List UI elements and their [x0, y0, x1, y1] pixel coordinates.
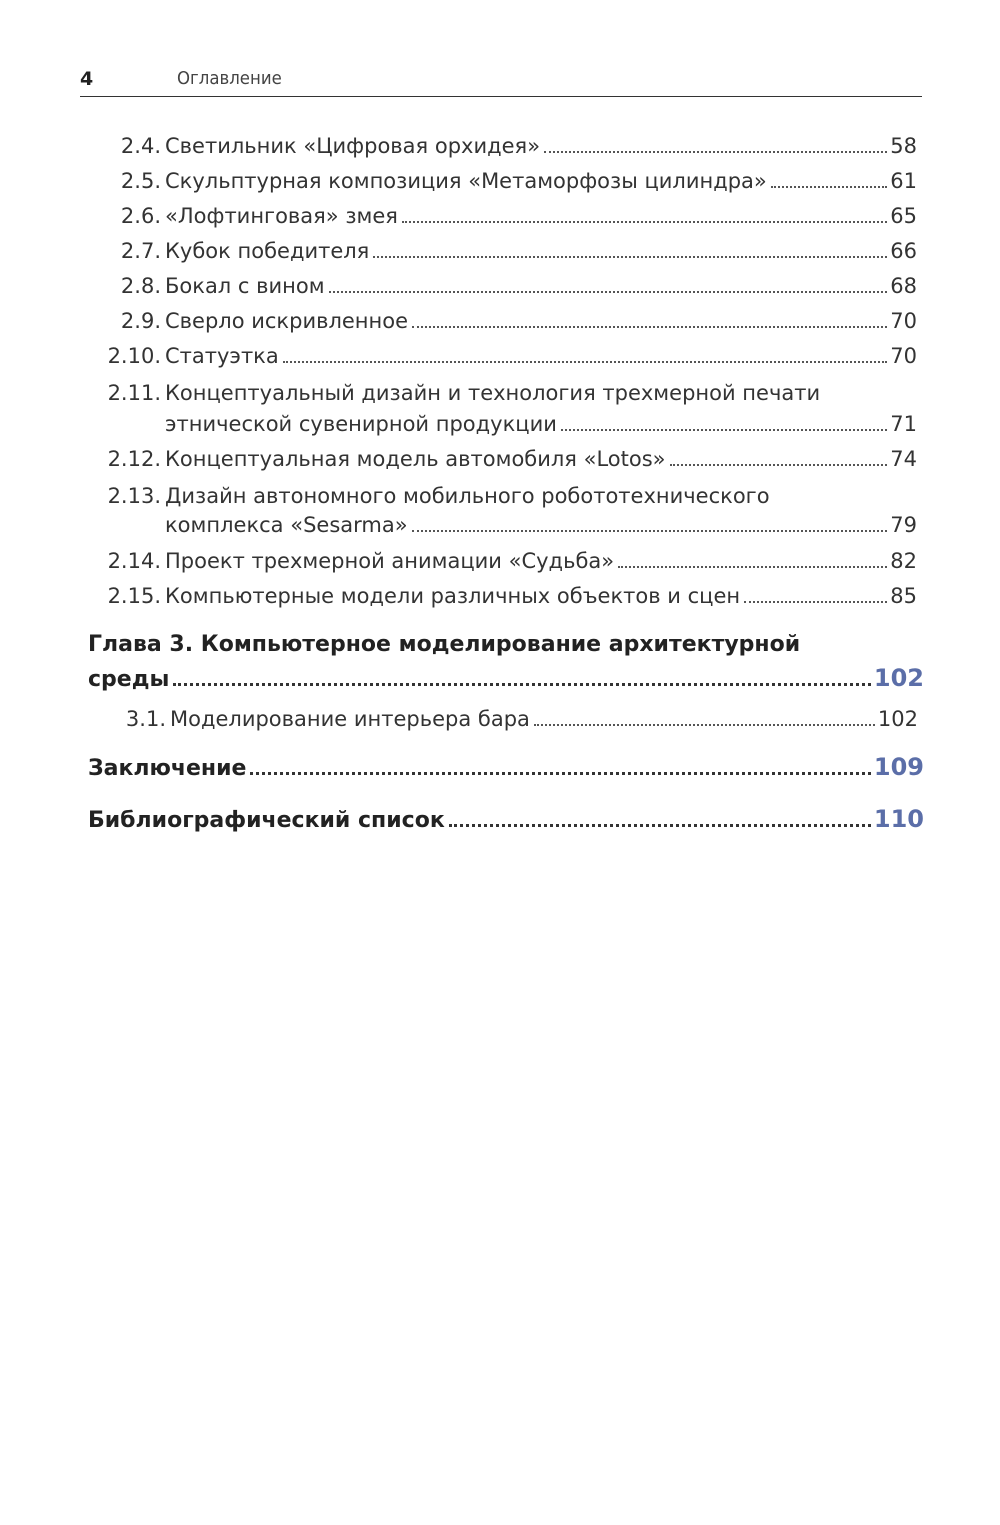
dot-leader — [250, 772, 870, 775]
toc-entry-2-10[interactable] — [107, 344, 917, 368]
toc-entry-number: 2.10. — [107, 344, 161, 368]
toc-entry-2-13[interactable] — [165, 513, 917, 537]
toc-entry-page: 61 — [890, 169, 917, 193]
toc-entry-page: 109 — [873, 753, 924, 781]
toc-entry-2-7[interactable] — [120, 239, 917, 263]
toc-entry-2-6[interactable] — [120, 204, 917, 228]
dot-leader — [283, 361, 888, 363]
dot-leader — [173, 683, 871, 686]
toc-entry-page: 58 — [890, 134, 917, 158]
toc-entry-title: Компьютерные модели различных объектов и сцен — [165, 584, 741, 608]
toc-entry-page: 85 — [890, 584, 917, 608]
dot-leader — [561, 429, 887, 431]
toc-entry-page: 102 — [873, 664, 924, 692]
toc-entry-number: 3.1. — [125, 707, 166, 731]
toc-entry-2-9[interactable] — [120, 309, 917, 333]
dot-leader — [670, 464, 888, 466]
toc-entry-2-13-number: 2.13. — [107, 484, 161, 508]
toc-conclusion[interactable] — [88, 753, 924, 781]
toc-entry-2-11-title-line1[interactable]: Концептуальный дизайн и технология трехмерной печати — [165, 381, 821, 405]
toc-entry-page: 74 — [890, 447, 917, 471]
dot-leader — [449, 824, 871, 827]
page-header — [80, 66, 922, 97]
dot-leader — [771, 186, 888, 188]
toc-chapter-3[interactable] — [88, 664, 924, 692]
dot-leader — [412, 530, 888, 532]
toc-entry-2-12[interactable] — [107, 447, 917, 471]
toc-entry-title: среды — [88, 667, 170, 692]
toc-entry-page: 70 — [890, 344, 917, 368]
toc-entry-title: этнической сувенирной продукции — [165, 412, 557, 436]
toc-entry-3-1[interactable] — [125, 707, 918, 731]
dot-leader — [329, 291, 888, 293]
toc-entry-title: Скульптурная композиция «Метаморфозы цилиндра» — [165, 169, 767, 193]
dot-leader — [618, 566, 887, 568]
toc-entry-title: Концептуальная модель автомобиля «Lotos» — [165, 447, 666, 471]
toc-entry-title: Проект трехмерной анимации «Судьба» — [165, 549, 615, 573]
dot-leader — [402, 221, 887, 223]
running-title: Оглавление — [177, 68, 282, 89]
toc-entry-title: Кубок победителя — [165, 239, 370, 263]
dot-leader — [373, 256, 887, 258]
toc-entry-number: 2.5. — [120, 169, 161, 193]
toc-entry-page: 70 — [890, 309, 917, 333]
toc-entry-title: Библиографический список — [88, 808, 445, 833]
toc-entry-title: «Лофтинговая» змея — [165, 204, 398, 228]
toc-entry-2-8[interactable] — [120, 274, 917, 298]
toc-entry-title: Светильник «Цифровая орхидея» — [165, 134, 541, 158]
toc-entry-title: Сверло искривленное — [165, 309, 409, 333]
toc-entry-2-15[interactable] — [107, 584, 917, 608]
toc-entry-page: 65 — [890, 204, 917, 228]
toc-entry-title: Статуэтка — [165, 344, 279, 368]
toc-entry-page: 82 — [890, 549, 917, 573]
toc-entry-2-5[interactable] — [120, 169, 917, 193]
toc-entry-page: 79 — [890, 513, 917, 537]
toc-entry-number: 2.12. — [107, 447, 161, 471]
dot-leader — [744, 601, 887, 603]
toc-entry-2-13-title-line1[interactable]: Дизайн автономного мобильного робототехнического — [165, 484, 770, 508]
toc-entry-page: 71 — [890, 412, 917, 436]
toc-entry-2-11-number: 2.11. — [107, 381, 161, 405]
toc-entry-page: 102 — [877, 707, 918, 731]
dot-leader — [534, 724, 875, 726]
toc-entry-number: 2.8. — [120, 274, 161, 298]
toc-entry-page: 66 — [890, 239, 917, 263]
page-number: 4 — [80, 68, 94, 90]
toc-entry-title: Заключение — [88, 756, 247, 781]
toc-entry-title: комплекса «Sesarma» — [165, 513, 408, 537]
toc-entry-number: 2.14. — [107, 549, 161, 573]
toc-entry-2-11[interactable] — [165, 412, 917, 436]
toc-entry-2-4[interactable] — [120, 134, 917, 158]
toc-entry-number: 2.9. — [120, 309, 161, 333]
toc-entry-number: 2.7. — [120, 239, 161, 263]
dot-leader — [412, 326, 887, 328]
toc-entry-2-14[interactable] — [107, 549, 917, 573]
chapter-3-title-line1[interactable]: Глава 3. Компьютерное моделирование архитектурной — [88, 632, 801, 657]
dot-leader — [544, 151, 887, 153]
toc-bibliography[interactable] — [88, 805, 924, 833]
toc-entry-page: 110 — [873, 805, 924, 833]
toc-entry-title: Моделирование интерьера бара — [170, 707, 530, 731]
toc-entry-number: 2.6. — [120, 204, 161, 228]
toc-entry-number: 2.4. — [120, 134, 161, 158]
toc-entry-page: 68 — [890, 274, 917, 298]
toc-entry-number: 2.15. — [107, 584, 161, 608]
toc-entry-title: Бокал с вином — [165, 274, 325, 298]
